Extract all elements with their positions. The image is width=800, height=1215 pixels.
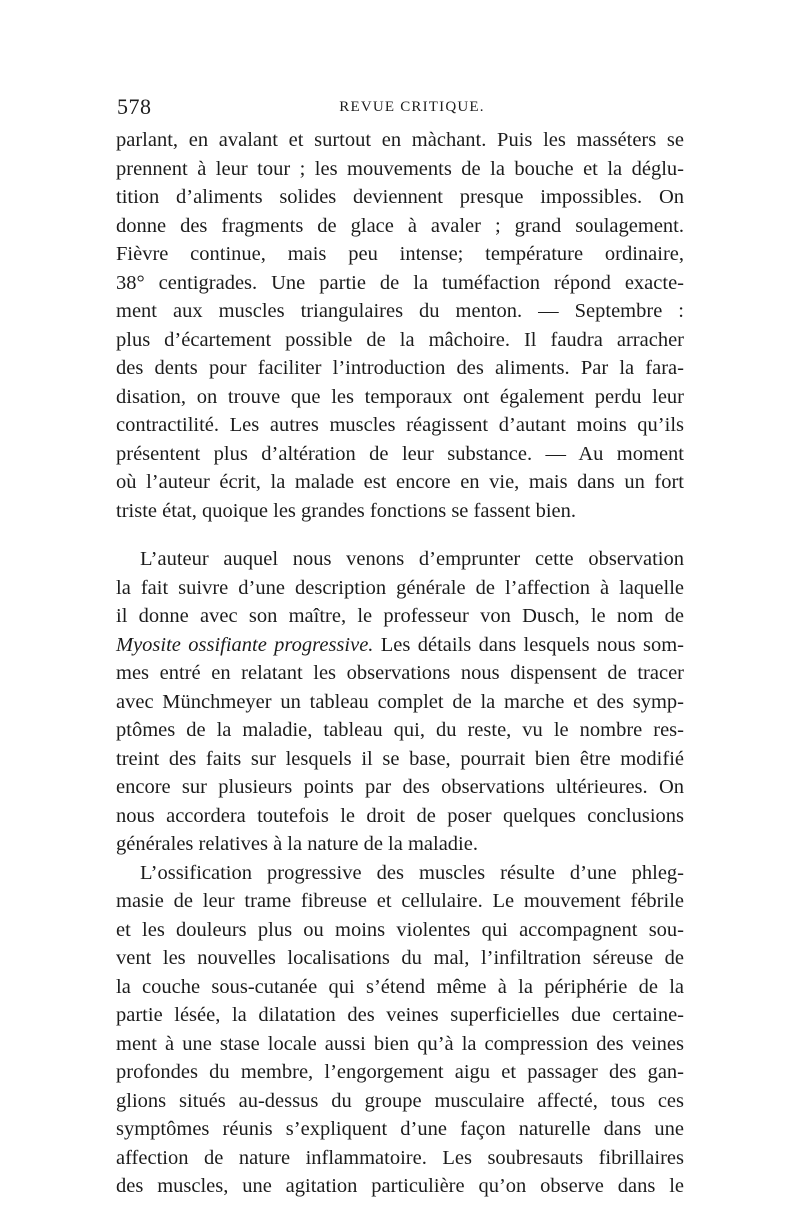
paragraph-3 — [116, 859, 684, 1201]
text-line: symptômes réunis s’expliquent d’une façon naturelle dans une — [116, 1118, 684, 1140]
page-header — [117, 94, 687, 122]
text-line: encore sur plusieurs points par des observations ultérieures. On — [116, 776, 684, 798]
text-line-with-italic: Myosite ossifiante progressive. Les détails dans lesquels nous som- — [116, 633, 684, 656]
text-line: contractilité. Les autres muscles réagissent d’autant moins qu’ils — [116, 414, 684, 436]
text-line: générales relatives à la nature de la maladie. — [116, 833, 478, 855]
text-line: profondes du membre, l’engorgement aigu et passager des gan- — [116, 1061, 684, 1083]
paragraph-1 — [116, 126, 684, 525]
text-line: où l’auteur écrit, la malade est encore en vie, mais dans un fort — [116, 471, 684, 493]
text-line: et les douleurs plus ou moins violentes qui accompagnent sou- — [116, 918, 684, 941]
text-line: L’auteur auquel nous venons d’emprunter cette observation — [140, 548, 684, 570]
text-line: présentent plus d’altération de leur substance. — Au moment — [116, 442, 684, 465]
text-line: triste état, quoique les grandes fonctions se fassent bien. — [116, 499, 576, 522]
text-line: avec Münchmeyer un tableau complet de la marche et des symp- — [116, 690, 684, 713]
text-line: ment aux muscles triangulaires du menton. — Septembre : — [116, 300, 684, 322]
text-line: treint des faits sur lesquels il se base, pourrait bien être modifié — [116, 747, 684, 770]
text-line: prennent à leur tour ; les mouvements de la bouche et la déglu- — [116, 157, 684, 180]
text-line: nous accordera toutefois le droit de poser quelques conclusions — [116, 804, 684, 827]
text-line: mes entré en relatant les observations nous dispensent de tracer — [116, 662, 684, 684]
text-line: ptômes de la maladie, tableau qui, du reste, vu le nombre res- — [116, 719, 684, 741]
text-line: tition d’aliments solides deviennent presque impossibles. On — [116, 186, 684, 208]
text-line: des dents pour faciliter l’introduction des aliments. Par la fara- — [116, 357, 684, 379]
running-head: REVUE CRITIQUE. — [339, 99, 485, 115]
text-line: affection de nature inflammatoire. Les soubresauts fibrillaires — [116, 1146, 684, 1169]
text-line: la couche sous-cutanée qui s’étend même à la périphérie de la — [116, 975, 684, 998]
text-line: la fait suivre d’une description générale de l’affection à laquelle — [116, 576, 684, 599]
text-line: Fièvre continue, mais peu intense; température ordinaire, — [116, 243, 684, 265]
text-line: parlant, en avalant et surtout en màchant. Puis les masséters se — [116, 129, 684, 151]
text-line: glions situés au-dessus du groupe musculaire affecté, tous ces — [116, 1089, 684, 1112]
page-number: 578 — [117, 94, 152, 119]
italic-term: Myosite ossifiante progressive. — [116, 633, 374, 656]
paragraph-2 — [116, 545, 684, 859]
text-line: 38° centigrades. Une partie de la tuméfaction répond exacte- — [116, 271, 684, 294]
text-line: L’ossification progressive des muscles résulte d’une phleg- — [140, 861, 684, 884]
text-line: il donne avec son maître, le professeur von Dusch, le nom de — [116, 605, 684, 627]
paragraph-spacer — [116, 525, 684, 545]
text-line: des muscles, une agitation particulière qu’on observe dans le — [116, 1175, 684, 1197]
body-text — [116, 126, 684, 1201]
text-line: plus d’écartement possible de la mâchoire. Il faudra arracher — [116, 328, 684, 351]
text-line: disation, on trouve que les temporaux ont également perdu leur — [116, 385, 684, 408]
text-line: donne des fragments de glace à avaler ; grand soulagement. — [116, 214, 684, 237]
text-line: vent les nouvelles localisations du mal, l’infiltration séreuse de — [116, 947, 684, 969]
text-line: masie de leur trame fibreuse et cellulaire. Le mouvement fébrile — [116, 890, 684, 912]
text-line: ment à une stase locale aussi bien qu’à la compression des veines — [116, 1032, 684, 1055]
text-line: partie lésée, la dilatation des veines superficielles due certaine- — [116, 1004, 684, 1026]
